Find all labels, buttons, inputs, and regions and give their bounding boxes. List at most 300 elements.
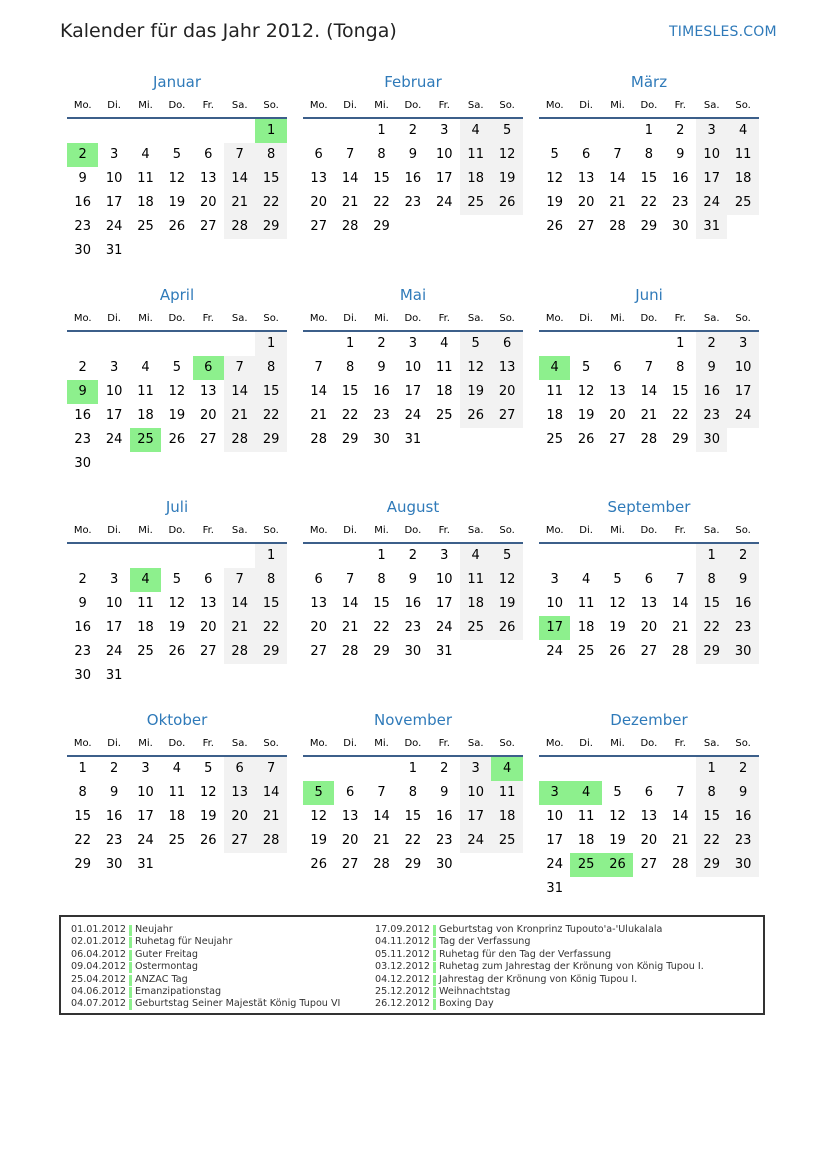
- month-name: Februar: [384, 73, 442, 91]
- month-name: November: [373, 711, 453, 729]
- day-cell: 1: [345, 336, 355, 351]
- weekday-label: So.: [735, 738, 751, 749]
- weekday-label: Di.: [107, 313, 121, 324]
- day-cell: 9: [727, 568, 758, 592]
- day-cell: 24: [546, 857, 563, 872]
- day-cell: 12: [168, 384, 186, 399]
- day-cell: 24: [105, 219, 123, 234]
- day-cell: 21: [255, 805, 286, 829]
- legend-date: 06.04.2012: [71, 948, 126, 960]
- day-cell: 17: [105, 195, 123, 210]
- weekday-label: Mi.: [374, 525, 389, 536]
- day-cell: 7: [314, 360, 323, 375]
- day-cell: 19: [546, 195, 563, 210]
- day-cell: 30: [404, 644, 422, 659]
- month-name: Juli: [165, 498, 189, 516]
- month-name: Januar: [153, 73, 201, 91]
- day-cell: 2: [727, 544, 758, 568]
- day-cell: 16: [105, 809, 123, 824]
- day-cell: 8: [255, 568, 286, 592]
- day-cell: 15: [373, 171, 390, 186]
- day-cell: 31: [105, 243, 123, 258]
- day-cell: 24: [696, 191, 727, 215]
- day-cell: 16: [74, 408, 91, 423]
- legend-holiday-name: Ruhetag zum Jahrestag der Krönung von König Tupou I.: [439, 961, 704, 973]
- day-cell: 26: [200, 833, 217, 848]
- day-cell: 22: [255, 616, 286, 640]
- day-cell: 9: [78, 596, 87, 611]
- day-cell: 24: [404, 408, 422, 423]
- day-cell: 15: [373, 596, 390, 611]
- legend-date: 03.12.2012: [375, 961, 430, 973]
- holiday-marker-icon: [433, 987, 436, 998]
- holiday-legend: [59, 915, 765, 1015]
- day-cell: 10: [404, 360, 422, 375]
- day-cell: 13: [200, 384, 217, 399]
- day-cell: 10: [105, 596, 123, 611]
- day-cell: 12: [546, 171, 563, 186]
- day-cell: 16: [404, 171, 422, 186]
- day-cell: 1: [255, 544, 286, 568]
- legend-holiday-name: Weihnachtstag: [439, 986, 511, 997]
- day-cell: 11: [137, 596, 154, 611]
- day-cell: 23: [74, 219, 91, 234]
- day-cell: 29: [341, 432, 359, 447]
- day-cell: 3: [550, 572, 559, 587]
- weekday-label: Di.: [579, 738, 593, 749]
- weekday-label: Fr.: [674, 313, 686, 324]
- day-cell: 10: [546, 596, 563, 611]
- day-cell: 11: [460, 568, 491, 592]
- day-cell: 2: [67, 143, 98, 167]
- day-cell: 5: [613, 572, 622, 587]
- day-cell: 29: [255, 215, 286, 239]
- day-cell: 15: [404, 809, 422, 824]
- day-cell: 28: [224, 428, 255, 452]
- weekday-label: Fr.: [202, 738, 214, 749]
- day-cell: 6: [644, 572, 654, 587]
- holiday-marker-icon: [129, 925, 132, 936]
- page-title: Kalender für das Jahr 2012. (Tonga): [60, 20, 397, 42]
- day-cell: 22: [696, 829, 727, 853]
- day-cell: 10: [105, 384, 123, 399]
- day-cell: 30: [727, 853, 758, 877]
- day-cell: 17: [539, 616, 570, 640]
- day-cell: 29: [373, 219, 390, 234]
- legend-date: 04.12.2012: [375, 973, 430, 985]
- weekday-label: Fr.: [438, 525, 450, 536]
- weekday-label: Di.: [107, 100, 121, 111]
- day-cell: 27: [609, 432, 626, 447]
- day-cell: 25: [137, 644, 154, 659]
- day-cell: 1: [676, 336, 685, 351]
- weekday-label: Do.: [640, 313, 658, 324]
- weekday-label: Do.: [404, 313, 422, 324]
- day-cell: 8: [377, 572, 386, 587]
- day-cell: 2: [377, 336, 386, 351]
- day-cell: 30: [74, 456, 91, 471]
- day-cell: 13: [640, 809, 658, 824]
- legend-holiday-name: Tag der Verfassung: [439, 936, 531, 948]
- day-cell: 11: [137, 384, 154, 399]
- month-name: August: [386, 498, 440, 516]
- day-cell: 17: [137, 809, 154, 824]
- day-cell: 11: [491, 781, 522, 805]
- weekday-label: Di.: [107, 525, 121, 536]
- day-cell: 20: [200, 620, 217, 635]
- weekday-label: Mo.: [73, 100, 92, 111]
- day-cell: 18: [577, 620, 595, 635]
- day-cell: 31: [696, 215, 727, 239]
- day-cell: 14: [672, 809, 689, 824]
- day-cell: 27: [224, 829, 255, 853]
- day-cell: 22: [672, 408, 689, 423]
- day-cell: 17: [436, 171, 453, 186]
- day-cell: 17: [460, 805, 491, 829]
- day-cell: 6: [314, 572, 323, 587]
- day-cell: 25: [436, 408, 453, 423]
- day-cell: 29: [404, 857, 422, 872]
- day-cell: 29: [255, 428, 286, 452]
- day-cell: 26: [609, 644, 626, 659]
- day-cell: 16: [373, 384, 390, 399]
- weekday-label: Mo.: [545, 313, 564, 324]
- weekday-label: Di.: [343, 313, 357, 324]
- day-cell: 26: [310, 857, 327, 872]
- day-cell: 2: [696, 332, 727, 356]
- day-cell: 14: [640, 384, 658, 399]
- day-cell: 31: [436, 644, 453, 659]
- weekday-label: Do.: [168, 738, 186, 749]
- day-cell: 20: [609, 408, 626, 423]
- weekday-label: Sa.: [467, 100, 484, 111]
- day-cell: 25: [577, 644, 595, 659]
- day-cell: 7: [676, 785, 685, 800]
- day-cell: 2: [78, 572, 87, 587]
- day-cell: 20: [577, 195, 595, 210]
- day-cell: 26: [460, 404, 491, 428]
- day-cell: 5: [613, 785, 622, 800]
- day-cell: 16: [727, 592, 758, 616]
- day-cell: 23: [404, 620, 422, 635]
- legend-date: 04.06.2012: [71, 986, 126, 997]
- day-cell: 19: [577, 408, 595, 423]
- day-cell: 21: [609, 195, 626, 210]
- weekday-label: Sa.: [703, 100, 720, 111]
- weekday-label: Di.: [343, 100, 357, 111]
- day-cell: 26: [546, 219, 563, 234]
- day-cell: 15: [696, 805, 727, 829]
- day-cell: 9: [727, 781, 758, 805]
- weekday-label: Do.: [404, 100, 422, 111]
- day-cell: 23: [404, 195, 422, 210]
- weekday-label: Mo.: [309, 738, 328, 749]
- weekday-label: Mo.: [309, 525, 328, 536]
- legend-date: 04.07.2012: [71, 998, 126, 1010]
- day-cell: 16: [404, 596, 422, 611]
- day-cell: 7: [224, 143, 255, 167]
- day-cell: 19: [491, 167, 522, 191]
- day-cell: 29: [640, 219, 658, 234]
- day-cell: 9: [408, 572, 418, 587]
- day-cell: 1: [255, 119, 286, 143]
- day-cell: 5: [491, 119, 522, 143]
- weekday-label: Mi.: [138, 525, 153, 536]
- day-cell: 14: [341, 596, 359, 611]
- day-cell: 19: [168, 195, 186, 210]
- day-cell: 30: [672, 219, 689, 234]
- weekday-label: Sa.: [703, 738, 720, 749]
- day-cell: 3: [440, 548, 449, 563]
- legend-holiday-name: Emanzipationstag: [135, 986, 222, 997]
- weekday-label: Mi.: [374, 100, 389, 111]
- site-link[interactable]: TIMESLES.COM: [669, 24, 777, 40]
- weekday-label: So.: [735, 525, 751, 536]
- day-cell: 9: [408, 147, 418, 162]
- legend-holiday-name: Ostermontag: [135, 961, 199, 973]
- legend-holiday-name: Geburtstag Seiner Majestät König Tupou VI: [135, 998, 341, 1010]
- day-cell: 11: [460, 143, 491, 167]
- day-cell: 13: [224, 781, 255, 805]
- day-cell: 4: [141, 360, 150, 375]
- day-cell: 28: [341, 219, 359, 234]
- day-cell: 7: [345, 572, 355, 587]
- day-cell: 11: [168, 785, 186, 800]
- day-cell: 9: [440, 785, 449, 800]
- day-cell: 30: [696, 428, 727, 452]
- weekday-label: Sa.: [703, 313, 720, 324]
- weekday-label: Do.: [404, 738, 422, 749]
- day-cell: 18: [546, 408, 563, 423]
- day-cell: 20: [200, 195, 217, 210]
- day-cell: 29: [74, 857, 91, 872]
- weekday-label: Do.: [168, 100, 186, 111]
- day-cell: 8: [644, 147, 654, 162]
- day-cell: 29: [696, 853, 727, 877]
- day-cell: 8: [255, 143, 286, 167]
- day-cell: 30: [727, 640, 758, 664]
- day-cell: 1: [377, 123, 386, 138]
- day-cell: 18: [436, 384, 453, 399]
- day-cell: 30: [373, 432, 390, 447]
- day-cell: 5: [204, 761, 213, 776]
- day-cell: 17: [105, 620, 123, 635]
- day-cell: 24: [436, 620, 453, 635]
- day-cell: 21: [640, 408, 658, 423]
- legend-date: 25.04.2012: [71, 973, 126, 985]
- day-cell: 5: [550, 147, 559, 162]
- day-cell: 25: [137, 219, 154, 234]
- day-cell: 15: [255, 592, 286, 616]
- day-cell: 4: [727, 119, 758, 143]
- day-cell: 21: [373, 833, 390, 848]
- day-cell: 25: [460, 191, 491, 215]
- day-cell: 8: [345, 360, 355, 375]
- day-cell: 22: [373, 195, 390, 210]
- day-cell: 6: [204, 572, 213, 587]
- day-cell: 14: [224, 592, 255, 616]
- day-cell: 8: [377, 147, 386, 162]
- day-cell: 14: [224, 380, 255, 404]
- day-cell: 18: [491, 805, 522, 829]
- day-cell: 19: [310, 833, 327, 848]
- day-cell: 23: [727, 616, 758, 640]
- weekday-label: Do.: [640, 525, 658, 536]
- day-cell: 1: [644, 123, 654, 138]
- weekday-label: Di.: [107, 738, 121, 749]
- weekday-label: Mi.: [374, 313, 389, 324]
- day-cell: 6: [644, 785, 654, 800]
- day-cell: 8: [696, 781, 727, 805]
- day-cell: 1: [377, 548, 386, 563]
- day-cell: 29: [672, 432, 689, 447]
- day-cell: 17: [436, 596, 453, 611]
- day-cell: 28: [672, 857, 689, 872]
- weekday-label: Mo.: [309, 313, 328, 324]
- day-cell: 2: [676, 123, 685, 138]
- day-cell: 20: [491, 380, 522, 404]
- day-cell: 6: [314, 147, 323, 162]
- weekday-label: Di.: [343, 525, 357, 536]
- day-cell: 14: [609, 171, 626, 186]
- day-cell: 20: [200, 408, 217, 423]
- legend-date: 04.11.2012: [375, 936, 430, 948]
- holiday-marker-icon: [129, 999, 132, 1010]
- day-cell: 22: [255, 191, 286, 215]
- weekday-label: Mi.: [610, 100, 625, 111]
- day-cell: 15: [640, 171, 658, 186]
- weekday-label: Fr.: [438, 313, 450, 324]
- day-cell: 21: [341, 620, 359, 635]
- weekday-label: Fr.: [674, 525, 686, 536]
- day-cell: 13: [200, 596, 217, 611]
- weekday-label: Di.: [579, 525, 593, 536]
- day-cell: 12: [460, 356, 491, 380]
- day-cell: 25: [570, 853, 601, 877]
- day-cell: 16: [696, 380, 727, 404]
- legend-date: 09.04.2012: [71, 961, 126, 973]
- day-cell: 25: [460, 616, 491, 640]
- day-cell: 3: [696, 119, 727, 143]
- day-cell: 31: [404, 432, 422, 447]
- weekday-label: So.: [735, 313, 751, 324]
- day-cell: 10: [546, 809, 563, 824]
- month-name: Oktober: [146, 711, 208, 729]
- day-cell: 6: [581, 147, 591, 162]
- day-cell: 18: [577, 833, 595, 848]
- day-cell: 7: [255, 757, 286, 781]
- weekday-label: Sa.: [467, 525, 484, 536]
- day-cell: 17: [546, 833, 563, 848]
- day-cell: 5: [460, 332, 491, 356]
- day-cell: 4: [570, 781, 601, 805]
- day-cell: 25: [727, 191, 758, 215]
- day-cell: 31: [105, 668, 123, 683]
- day-cell: 26: [602, 853, 633, 877]
- weekday-label: Do.: [640, 100, 658, 111]
- day-cell: 24: [727, 404, 758, 428]
- holiday-marker-icon: [129, 975, 132, 986]
- day-cell: 11: [436, 360, 453, 375]
- day-cell: 18: [727, 167, 758, 191]
- day-cell: 18: [137, 195, 154, 210]
- day-cell: 25: [168, 833, 186, 848]
- day-cell: 4: [491, 757, 522, 781]
- day-cell: 31: [137, 857, 154, 872]
- day-cell: 26: [168, 432, 186, 447]
- day-cell: 20: [224, 805, 255, 829]
- day-cell: 8: [255, 356, 286, 380]
- legend-date: 05.11.2012: [375, 948, 430, 960]
- legend-date: 26.12.2012: [375, 998, 430, 1010]
- day-cell: 27: [310, 219, 327, 234]
- weekday-label: So.: [735, 100, 751, 111]
- day-cell: 29: [255, 640, 286, 664]
- day-cell: 7: [676, 572, 685, 587]
- day-cell: 9: [377, 360, 386, 375]
- day-cell: 11: [546, 384, 563, 399]
- weekday-label: Fr.: [674, 100, 686, 111]
- day-cell: 6: [193, 356, 224, 380]
- weekday-label: So.: [263, 738, 279, 749]
- day-cell: 3: [460, 757, 491, 781]
- holiday-marker-icon: [129, 950, 132, 961]
- day-cell: 6: [491, 332, 522, 356]
- weekday-label: Mo.: [73, 525, 92, 536]
- month-name: Dezember: [610, 711, 688, 729]
- day-cell: 7: [224, 356, 255, 380]
- weekday-label: Mi.: [610, 738, 625, 749]
- legend-date: 25.12.2012: [375, 986, 430, 997]
- weekday-label: So.: [263, 100, 279, 111]
- day-cell: 2: [727, 757, 758, 781]
- day-cell: 2: [408, 548, 418, 563]
- day-cell: 5: [303, 781, 334, 805]
- weekday-label: Mo.: [545, 738, 564, 749]
- weekday-label: So.: [499, 738, 515, 749]
- day-cell: 19: [491, 592, 522, 616]
- day-cell: 28: [224, 215, 255, 239]
- day-cell: 22: [640, 195, 658, 210]
- day-cell: 22: [373, 620, 390, 635]
- legend-holiday-name: ANZAC Tag: [135, 973, 188, 985]
- month-divider: [67, 542, 287, 544]
- day-cell: 24: [546, 644, 563, 659]
- day-cell: 26: [491, 616, 522, 640]
- day-cell: 7: [613, 147, 622, 162]
- day-cell: 19: [609, 620, 626, 635]
- day-cell: 25: [491, 829, 522, 853]
- day-cell: 12: [200, 785, 217, 800]
- day-cell: 9: [67, 380, 98, 404]
- day-cell: 1: [78, 761, 87, 776]
- weekday-label: Fr.: [438, 738, 450, 749]
- day-cell: 21: [224, 404, 255, 428]
- day-cell: 10: [137, 785, 154, 800]
- day-cell: 18: [460, 167, 491, 191]
- weekday-label: Do.: [168, 313, 186, 324]
- day-cell: 27: [200, 432, 217, 447]
- day-cell: 17: [105, 408, 123, 423]
- weekday-label: Sa.: [467, 738, 484, 749]
- day-cell: 4: [581, 572, 591, 587]
- day-cell: 5: [581, 360, 591, 375]
- day-cell: 4: [460, 544, 491, 568]
- weekday-label: Mo.: [309, 100, 328, 111]
- month-name: Mai: [399, 286, 427, 304]
- day-cell: 16: [436, 809, 453, 824]
- weekday-label: Mi.: [138, 313, 153, 324]
